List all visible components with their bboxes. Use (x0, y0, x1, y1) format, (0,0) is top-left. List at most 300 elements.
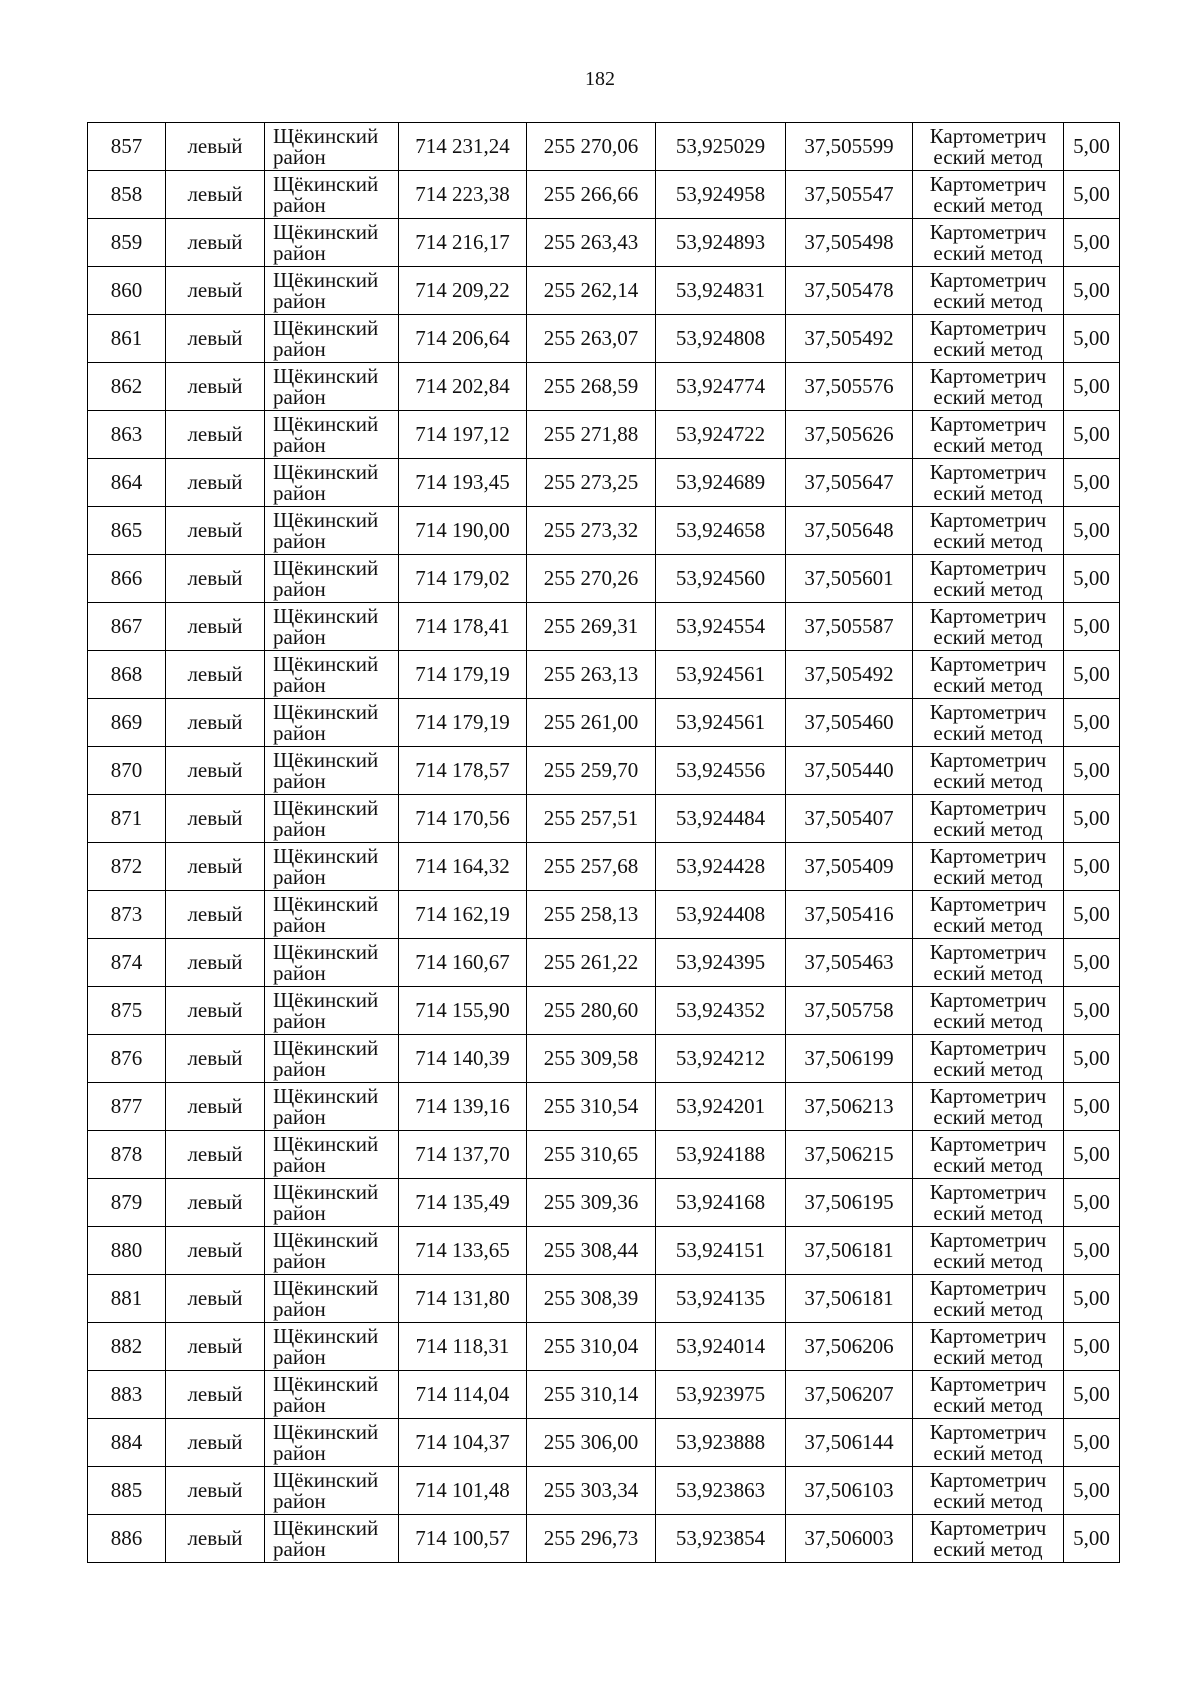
cell-accuracy: 5,00 (1064, 555, 1120, 603)
cell-district-line: район (273, 480, 326, 505)
cell-district (265, 1083, 399, 1131)
cell-y-coordinate: 255 268,59 (527, 363, 656, 411)
cell-x-coordinate: 714 231,24 (399, 123, 527, 171)
cell-longitude: 37,506199 (786, 1035, 913, 1083)
cell-method (913, 1371, 1064, 1419)
cell-accuracy: 5,00 (1064, 219, 1120, 267)
cell-point-number: 874 (88, 939, 166, 987)
cell-longitude: 37,505492 (786, 315, 913, 363)
table-row (88, 603, 1120, 651)
cell-district-line: район (273, 1392, 326, 1417)
cell-method-line: Картометрич (929, 987, 1047, 1012)
table-row (88, 1035, 1120, 1083)
cell-accuracy: 5,00 (1064, 459, 1120, 507)
cell-longitude: 37,505407 (786, 795, 913, 843)
cell-district (265, 507, 399, 555)
cell-method (913, 699, 1064, 747)
cell-point-number: 881 (88, 1275, 166, 1323)
cell-district-line: Щёкинский (273, 987, 379, 1012)
cell-side: левый (166, 891, 265, 939)
cell-method (913, 1515, 1064, 1563)
cell-method-line: Картометрич (929, 1179, 1047, 1204)
cell-district (265, 699, 399, 747)
cell-district (265, 315, 399, 363)
cell-method-line: еский метод (933, 1152, 1043, 1177)
cell-method-line: еский метод (933, 1296, 1043, 1321)
cell-method-line: Картометрич (929, 1467, 1047, 1492)
cell-district-line: Щёкинский (273, 459, 379, 484)
cell-method-line: Картометрич (929, 1515, 1047, 1540)
cell-x-coordinate: 714 209,22 (399, 267, 527, 315)
cell-method-line: еский метод (933, 720, 1043, 745)
cell-method (913, 603, 1064, 651)
cell-latitude: 53,923863 (656, 1467, 786, 1515)
cell-accuracy: 5,00 (1064, 1275, 1120, 1323)
cell-district-line: район (273, 240, 326, 265)
cell-point-number: 857 (88, 123, 166, 171)
cell-x-coordinate: 714 164,32 (399, 843, 527, 891)
cell-point-number: 869 (88, 699, 166, 747)
cell-y-coordinate: 255 306,00 (527, 1419, 656, 1467)
cell-x-coordinate: 714 206,64 (399, 315, 527, 363)
cell-latitude: 53,924395 (656, 939, 786, 987)
cell-latitude: 53,924831 (656, 267, 786, 315)
table-row (88, 843, 1120, 891)
cell-latitude: 53,924014 (656, 1323, 786, 1371)
cell-district-line: Щёкинский (273, 555, 379, 580)
cell-side: левый (166, 1323, 265, 1371)
cell-longitude: 37,505416 (786, 891, 913, 939)
cell-district-line: район (273, 432, 326, 457)
cell-latitude: 53,924689 (656, 459, 786, 507)
cell-accuracy: 5,00 (1064, 699, 1120, 747)
cell-y-coordinate: 255 271,88 (527, 411, 656, 459)
cell-point-number: 879 (88, 1179, 166, 1227)
cell-y-coordinate: 255 262,14 (527, 267, 656, 315)
cell-accuracy: 5,00 (1064, 651, 1120, 699)
cell-side: левый (166, 411, 265, 459)
cell-district (265, 603, 399, 651)
cell-latitude: 53,923888 (656, 1419, 786, 1467)
cell-accuracy: 5,00 (1064, 363, 1120, 411)
cell-accuracy: 5,00 (1064, 939, 1120, 987)
cell-accuracy: 5,00 (1064, 1035, 1120, 1083)
cell-district-line: район (273, 1104, 326, 1129)
cell-side: левый (166, 651, 265, 699)
cell-district (265, 1419, 399, 1467)
cell-y-coordinate: 255 266,66 (527, 171, 656, 219)
coordinates-table (87, 122, 1120, 1563)
table-row (88, 1227, 1120, 1275)
cell-district-line: район (273, 336, 326, 361)
cell-side: левый (166, 315, 265, 363)
cell-y-coordinate: 255 258,13 (527, 891, 656, 939)
cell-district (265, 651, 399, 699)
cell-side: левый (166, 987, 265, 1035)
cell-district-line: Щёкинский (273, 1275, 379, 1300)
cell-district (265, 1515, 399, 1563)
cell-longitude: 37,506215 (786, 1131, 913, 1179)
cell-district-line: Щёкинский (273, 1179, 379, 1204)
cell-accuracy: 5,00 (1064, 603, 1120, 651)
cell-y-coordinate: 255 280,60 (527, 987, 656, 1035)
cell-method-line: Картометрич (929, 1035, 1047, 1060)
cell-district-line: район (273, 528, 326, 553)
cell-side: левый (166, 171, 265, 219)
cell-district-line: Щёкинский (273, 1131, 379, 1156)
cell-x-coordinate: 714 137,70 (399, 1131, 527, 1179)
cell-method-line: еский метод (933, 576, 1043, 601)
cell-x-coordinate: 714 178,41 (399, 603, 527, 651)
cell-longitude: 37,506144 (786, 1419, 913, 1467)
cell-district-line: район (273, 864, 326, 889)
cell-method-line: Картометрич (929, 219, 1047, 244)
cell-district-line: Щёкинский (273, 1035, 379, 1060)
cell-method (913, 1131, 1064, 1179)
cell-point-number: 859 (88, 219, 166, 267)
cell-district-line: Щёкинский (273, 603, 379, 628)
cell-longitude: 37,506195 (786, 1179, 913, 1227)
cell-district-line: район (273, 720, 326, 745)
table-row (88, 1371, 1120, 1419)
cell-point-number: 884 (88, 1419, 166, 1467)
cell-longitude: 37,505601 (786, 555, 913, 603)
cell-method-line: еский метод (933, 816, 1043, 841)
cell-latitude: 53,924151 (656, 1227, 786, 1275)
cell-side: левый (166, 459, 265, 507)
cell-latitude: 53,924408 (656, 891, 786, 939)
cell-accuracy: 5,00 (1064, 1083, 1120, 1131)
cell-method-line: еский метод (933, 1392, 1043, 1417)
cell-latitude: 53,924188 (656, 1131, 786, 1179)
cell-method-line: Картометрич (929, 363, 1047, 388)
cell-accuracy: 5,00 (1064, 1323, 1120, 1371)
cell-longitude: 37,506181 (786, 1227, 913, 1275)
cell-district (265, 1467, 399, 1515)
cell-accuracy: 5,00 (1064, 507, 1120, 555)
cell-x-coordinate: 714 170,56 (399, 795, 527, 843)
page-number: 182 (585, 68, 615, 90)
cell-district-line: район (273, 768, 326, 793)
cell-district-line: Щёкинский (273, 1083, 379, 1108)
cell-point-number: 883 (88, 1371, 166, 1419)
cell-latitude: 53,924212 (656, 1035, 786, 1083)
cell-x-coordinate: 714 114,04 (399, 1371, 527, 1419)
cell-accuracy: 5,00 (1064, 1371, 1120, 1419)
cell-longitude: 37,505440 (786, 747, 913, 795)
cell-method (913, 555, 1064, 603)
cell-side: левый (166, 795, 265, 843)
cell-y-coordinate: 255 310,65 (527, 1131, 656, 1179)
cell-latitude: 53,925029 (656, 123, 786, 171)
cell-method (913, 1227, 1064, 1275)
cell-x-coordinate: 714 118,31 (399, 1323, 527, 1371)
cell-latitude: 53,924561 (656, 699, 786, 747)
cell-accuracy: 5,00 (1064, 123, 1120, 171)
table-row (88, 363, 1120, 411)
cell-accuracy: 5,00 (1064, 843, 1120, 891)
cell-point-number: 863 (88, 411, 166, 459)
cell-y-coordinate: 255 270,26 (527, 555, 656, 603)
cell-district-line: район (273, 384, 326, 409)
cell-district (265, 1131, 399, 1179)
cell-method (913, 1035, 1064, 1083)
table-row (88, 939, 1120, 987)
cell-district (265, 1227, 399, 1275)
cell-method (913, 939, 1064, 987)
cell-latitude: 53,924352 (656, 987, 786, 1035)
cell-y-coordinate: 255 263,13 (527, 651, 656, 699)
table-row (88, 1515, 1120, 1563)
table-row (88, 987, 1120, 1035)
table-row (88, 267, 1120, 315)
cell-district (265, 843, 399, 891)
cell-accuracy: 5,00 (1064, 411, 1120, 459)
cell-accuracy: 5,00 (1064, 987, 1120, 1035)
cell-y-coordinate: 255 310,14 (527, 1371, 656, 1419)
cell-y-coordinate: 255 303,34 (527, 1467, 656, 1515)
cell-y-coordinate: 255 263,07 (527, 315, 656, 363)
cell-method (913, 1467, 1064, 1515)
cell-district-line: Щёкинский (273, 219, 379, 244)
cell-method-line: еский метод (933, 288, 1043, 313)
cell-y-coordinate: 255 308,39 (527, 1275, 656, 1323)
cell-accuracy: 5,00 (1064, 267, 1120, 315)
cell-x-coordinate: 714 139,16 (399, 1083, 527, 1131)
cell-method (913, 1083, 1064, 1131)
cell-x-coordinate: 714 160,67 (399, 939, 527, 987)
cell-district-line: Щёкинский (273, 747, 379, 772)
cell-side: левый (166, 1515, 265, 1563)
cell-point-number: 866 (88, 555, 166, 603)
cell-longitude: 37,505498 (786, 219, 913, 267)
cell-district-line: Щёкинский (273, 411, 379, 436)
cell-district (265, 171, 399, 219)
cell-method-line: Картометрич (929, 267, 1047, 292)
cell-y-coordinate: 255 263,43 (527, 219, 656, 267)
cell-method-line: еский метод (933, 1536, 1043, 1561)
cell-method-line: еский метод (933, 1104, 1043, 1129)
cell-accuracy: 5,00 (1064, 1179, 1120, 1227)
cell-x-coordinate: 714 135,49 (399, 1179, 527, 1227)
cell-district-line: район (273, 1200, 326, 1225)
cell-method (913, 795, 1064, 843)
cell-point-number: 873 (88, 891, 166, 939)
cell-longitude: 37,505587 (786, 603, 913, 651)
cell-accuracy: 5,00 (1064, 1467, 1120, 1515)
cell-method-line: Картометрич (929, 1083, 1047, 1108)
cell-method-line: Картометрич (929, 1227, 1047, 1252)
cell-latitude: 53,924893 (656, 219, 786, 267)
cell-x-coordinate: 714 190,00 (399, 507, 527, 555)
cell-accuracy: 5,00 (1064, 795, 1120, 843)
cell-latitude: 53,924561 (656, 651, 786, 699)
cell-method-line: еский метод (933, 1056, 1043, 1081)
cell-side: левый (166, 507, 265, 555)
cell-y-coordinate: 255 259,70 (527, 747, 656, 795)
cell-district-line: Щёкинский (273, 363, 379, 388)
cell-district-line: Щёкинский (273, 507, 379, 532)
cell-district-line: Щёкинский (273, 939, 379, 964)
cell-x-coordinate: 714 133,65 (399, 1227, 527, 1275)
cell-method-line: еский метод (933, 912, 1043, 937)
cell-method-line: Картометрич (929, 507, 1047, 532)
cell-side: левый (166, 219, 265, 267)
cell-method (913, 267, 1064, 315)
cell-side: левый (166, 747, 265, 795)
cell-accuracy: 5,00 (1064, 747, 1120, 795)
cell-point-number: 880 (88, 1227, 166, 1275)
cell-method-line: еский метод (933, 1440, 1043, 1465)
cell-x-coordinate: 714 104,37 (399, 1419, 527, 1467)
cell-longitude: 37,505547 (786, 171, 913, 219)
table-row (88, 123, 1120, 171)
cell-district (265, 987, 399, 1035)
cell-point-number: 862 (88, 363, 166, 411)
cell-district-line: район (273, 144, 326, 169)
cell-side: левый (166, 603, 265, 651)
cell-method-line: еский метод (933, 864, 1043, 889)
cell-x-coordinate: 714 155,90 (399, 987, 527, 1035)
cell-method-line: еский метод (933, 1488, 1043, 1513)
cell-district-line: район (273, 1440, 326, 1465)
cell-y-coordinate: 255 296,73 (527, 1515, 656, 1563)
cell-longitude: 37,505492 (786, 651, 913, 699)
cell-longitude: 37,505460 (786, 699, 913, 747)
cell-method-line: Картометрич (929, 1275, 1047, 1300)
table-row (88, 171, 1120, 219)
cell-method-line: Картометрич (929, 171, 1047, 196)
cell-side: левый (166, 843, 265, 891)
cell-method (913, 363, 1064, 411)
cell-side: левый (166, 1227, 265, 1275)
cell-side: левый (166, 1083, 265, 1131)
cell-district-line: район (273, 576, 326, 601)
cell-longitude: 37,505626 (786, 411, 913, 459)
cell-method (913, 747, 1064, 795)
cell-x-coordinate: 714 223,38 (399, 171, 527, 219)
cell-method (913, 219, 1064, 267)
cell-x-coordinate: 714 101,48 (399, 1467, 527, 1515)
cell-method-line: Картометрич (929, 315, 1047, 340)
cell-accuracy: 5,00 (1064, 1419, 1120, 1467)
cell-method-line: Картометрич (929, 939, 1047, 964)
cell-y-coordinate: 255 308,44 (527, 1227, 656, 1275)
cell-method-line: еский метод (933, 1200, 1043, 1225)
cell-method-line: еский метод (933, 240, 1043, 265)
cell-district-line: район (273, 288, 326, 313)
cell-district-line: район (273, 816, 326, 841)
cell-longitude: 37,505648 (786, 507, 913, 555)
cell-district-line: район (273, 1056, 326, 1081)
cell-x-coordinate: 714 193,45 (399, 459, 527, 507)
cell-y-coordinate: 255 310,04 (527, 1323, 656, 1371)
cell-district-line: район (273, 912, 326, 937)
cell-district-line: район (273, 624, 326, 649)
cell-district-line: район (273, 1248, 326, 1273)
cell-district-line: Щёкинский (273, 123, 379, 148)
cell-method-line: еский метод (933, 528, 1043, 553)
cell-method-line: Картометрич (929, 459, 1047, 484)
cell-district-line: район (273, 192, 326, 217)
cell-point-number: 885 (88, 1467, 166, 1515)
cell-x-coordinate: 714 216,17 (399, 219, 527, 267)
cell-accuracy: 5,00 (1064, 1131, 1120, 1179)
cell-district-line: район (273, 1344, 326, 1369)
cell-method-line: еский метод (933, 384, 1043, 409)
cell-district-line: Щёкинский (273, 1227, 379, 1252)
cell-side: левый (166, 1131, 265, 1179)
cell-method-line: еский метод (933, 624, 1043, 649)
cell-point-number: 871 (88, 795, 166, 843)
cell-latitude: 53,923854 (656, 1515, 786, 1563)
cell-method-line: Картометрич (929, 603, 1047, 628)
cell-district (265, 1371, 399, 1419)
cell-point-number: 868 (88, 651, 166, 699)
cell-longitude: 37,505599 (786, 123, 913, 171)
cell-latitude: 53,923975 (656, 1371, 786, 1419)
table-row (88, 1131, 1120, 1179)
cell-y-coordinate: 255 257,68 (527, 843, 656, 891)
cell-side: левый (166, 123, 265, 171)
table-row (88, 1083, 1120, 1131)
cell-district (265, 747, 399, 795)
cell-district (265, 267, 399, 315)
cell-longitude: 37,505758 (786, 987, 913, 1035)
cell-method (913, 1179, 1064, 1227)
cell-district (265, 411, 399, 459)
cell-side: левый (166, 1179, 265, 1227)
cell-side: левый (166, 939, 265, 987)
cell-district (265, 1323, 399, 1371)
cell-x-coordinate: 714 179,02 (399, 555, 527, 603)
cell-side: левый (166, 699, 265, 747)
cell-side: левый (166, 267, 265, 315)
cell-accuracy: 5,00 (1064, 1515, 1120, 1563)
cell-side: левый (166, 555, 265, 603)
cell-method (913, 987, 1064, 1035)
cell-side: левый (166, 1467, 265, 1515)
cell-method (913, 411, 1064, 459)
cell-district-line: Щёкинский (273, 891, 379, 916)
cell-point-number: 878 (88, 1131, 166, 1179)
cell-x-coordinate: 714 197,12 (399, 411, 527, 459)
cell-y-coordinate: 255 257,51 (527, 795, 656, 843)
cell-y-coordinate: 255 273,32 (527, 507, 656, 555)
cell-longitude: 37,506206 (786, 1323, 913, 1371)
cell-side: левый (166, 1275, 265, 1323)
cell-district (265, 219, 399, 267)
cell-district (265, 891, 399, 939)
cell-latitude: 53,924484 (656, 795, 786, 843)
cell-latitude: 53,924958 (656, 171, 786, 219)
cell-y-coordinate: 255 269,31 (527, 603, 656, 651)
cell-side: левый (166, 1371, 265, 1419)
cell-district-line: Щёкинский (273, 171, 379, 196)
cell-point-number: 886 (88, 1515, 166, 1563)
table-body (88, 123, 1120, 1563)
cell-method (913, 459, 1064, 507)
table-row (88, 459, 1120, 507)
cell-district-line: район (273, 1488, 326, 1513)
table-row (88, 1419, 1120, 1467)
cell-accuracy: 5,00 (1064, 315, 1120, 363)
cell-y-coordinate: 255 309,58 (527, 1035, 656, 1083)
cell-method (913, 315, 1064, 363)
cell-latitude: 53,924428 (656, 843, 786, 891)
cell-latitude: 53,924808 (656, 315, 786, 363)
cell-district-line: район (273, 672, 326, 697)
